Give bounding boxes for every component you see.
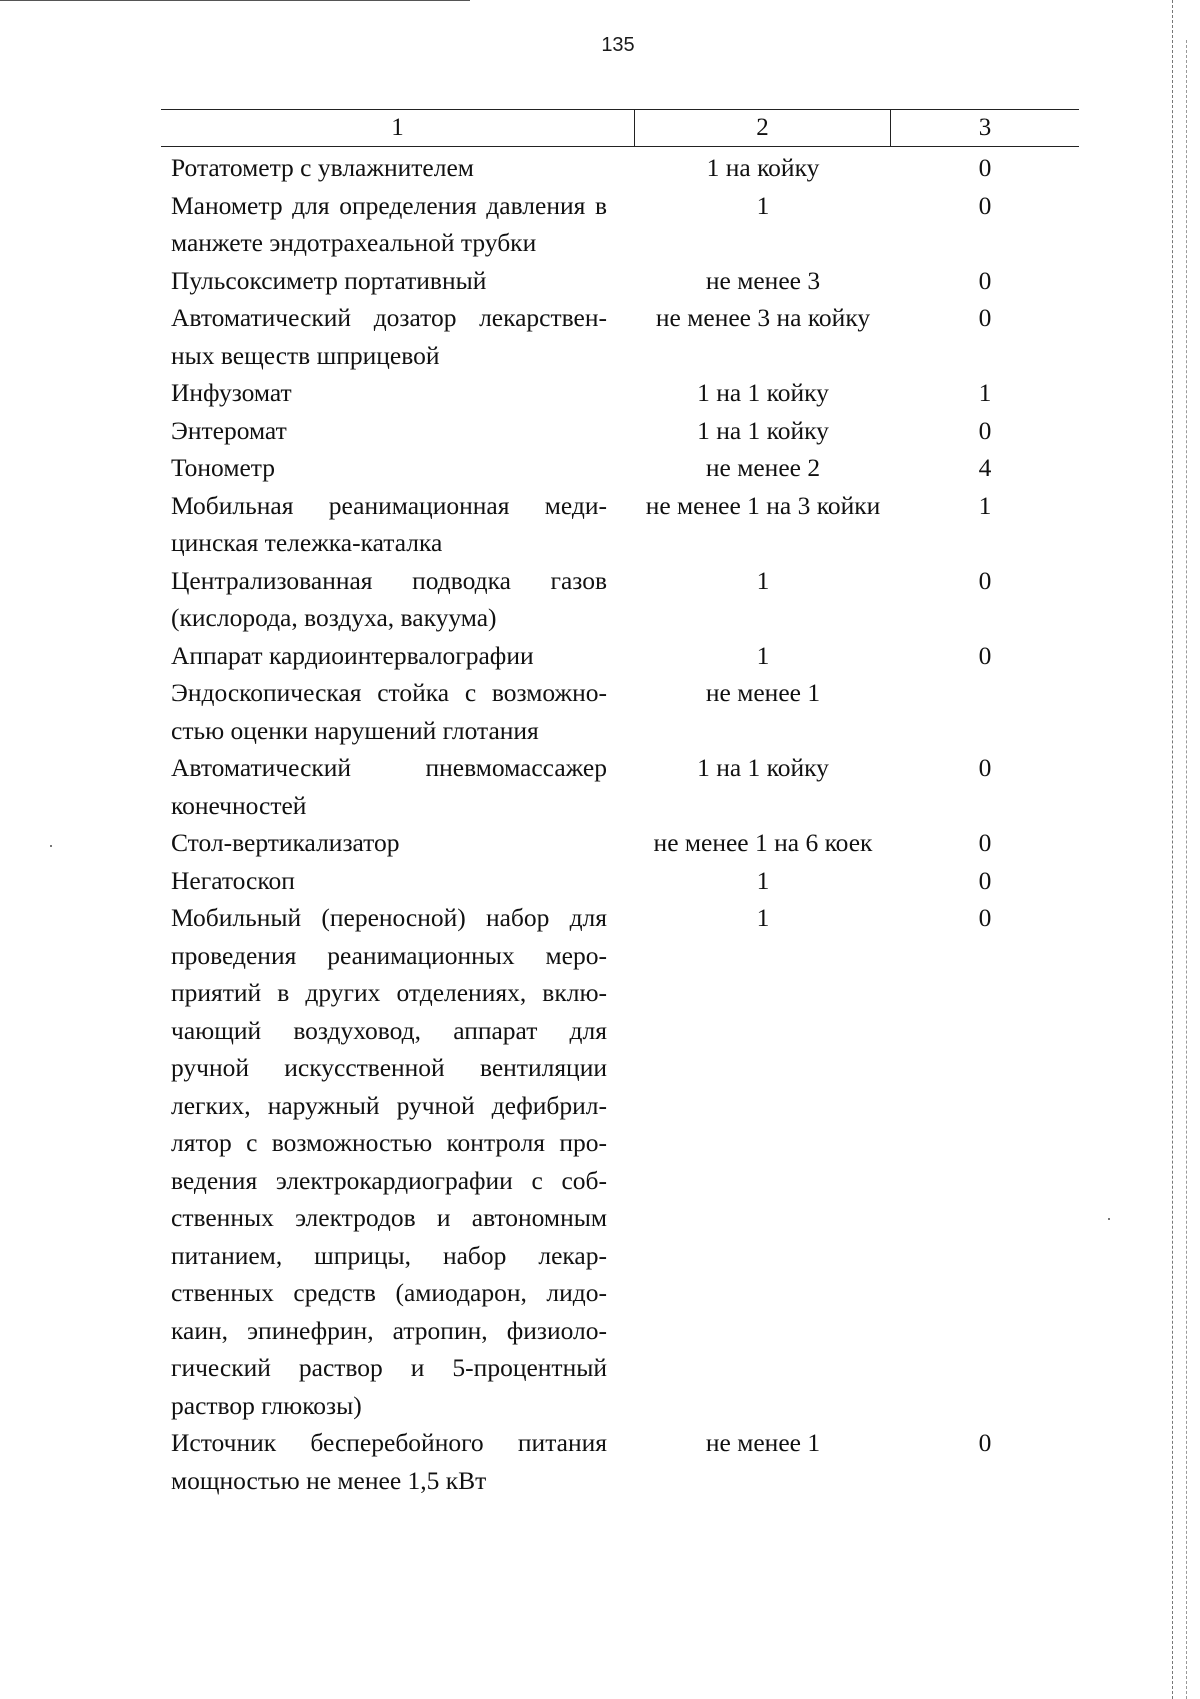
- value-cell: [891, 674, 1079, 749]
- equipment-name-cell: Пульсоксиметр портативный: [171, 265, 487, 295]
- quantity-cell: 1: [756, 903, 770, 932]
- quantity-cell: 1: [756, 640, 770, 670]
- table-row: [161, 862, 1079, 900]
- value-cell: 0: [978, 153, 992, 182]
- equipment-name-cell: Централизованная подводка газов (кислорода, воздуха, вакуума): [171, 565, 607, 632]
- quantity-cell: не менее 3 на койку: [655, 303, 871, 332]
- quantity-cell: 1: [756, 565, 770, 595]
- table-body: [161, 147, 1079, 1499]
- equipment-name-cell: Мобильная реанимационная меди-цинская тележка-каталка: [171, 490, 607, 557]
- quantity-cell: не менее 2: [705, 453, 821, 482]
- quantity-cell: не менее 1: [705, 1428, 821, 1457]
- equipment-name-cell: Энтеромат: [171, 415, 287, 445]
- equipment-table: [161, 109, 1079, 1499]
- scan-edge-dashed-line: [1172, 0, 1173, 1699]
- scan-speck: [1108, 1218, 1110, 1220]
- equipment-name-cell: Эндоскопическая стойка с возможно-стью оценки нарушений глотания: [171, 678, 607, 745]
- quantity-cell: 1: [756, 190, 770, 220]
- value-cell: 0: [978, 303, 992, 332]
- value-cell: 1: [978, 490, 992, 520]
- quantity-cell: не менее 3: [705, 265, 821, 295]
- equipment-name-cell: Негатоскоп: [171, 865, 295, 895]
- value-cell: 0: [978, 753, 992, 782]
- page-number: 135: [601, 34, 635, 56]
- quantity-cell: 1 на 1 койку: [697, 415, 829, 445]
- equipment-name-cell: Автоматический пневмомассажер конечностей: [171, 753, 607, 820]
- value-cell: 0: [978, 865, 992, 895]
- column-header: 2: [635, 110, 891, 146]
- quantity-cell: 1 на 1 койку: [697, 378, 829, 407]
- quantity-cell: не менее 1 на 6 коек: [653, 828, 873, 857]
- table-row: [161, 412, 1079, 450]
- table-row: [161, 674, 1079, 749]
- table-row: [161, 374, 1079, 412]
- value-cell: 0: [978, 415, 992, 445]
- table-row: [161, 637, 1079, 675]
- column-header: 3: [978, 114, 992, 141]
- value-cell: 4: [978, 453, 992, 482]
- table-row: [161, 262, 1079, 300]
- table-row: [161, 899, 1079, 1424]
- table-row: [161, 149, 1079, 187]
- table-row: [161, 299, 1079, 374]
- equipment-name-cell: Источник бесперебойного питания мощностью не менее 1,5 кВт: [171, 1428, 607, 1495]
- value-cell: 1: [978, 378, 992, 407]
- value-cell: 0: [978, 1428, 992, 1457]
- equipment-name-cell: Стол-вертикализатор: [171, 828, 400, 857]
- equipment-name-cell: Манометр для определения давления в манжете эндотрахеальной трубки: [171, 190, 607, 257]
- value-cell: 0: [978, 265, 992, 295]
- equipment-name-cell: Тонометр: [171, 453, 275, 482]
- value-cell: 0: [978, 903, 992, 932]
- equipment-name-cell: Автоматический дозатор лекарствен-ных веществ шприцевой: [171, 303, 607, 370]
- scan-edge-dashed-line: [1186, 40, 1187, 1699]
- table-header-row: [161, 109, 1079, 147]
- equipment-name-cell: Аппарат кардиоинтервалографии: [171, 640, 534, 670]
- column-header: 1: [161, 110, 635, 146]
- value-cell: 0: [978, 828, 992, 857]
- equipment-name-cell: Инфузомат: [171, 378, 292, 407]
- quantity-cell: не менее 1: [705, 678, 821, 707]
- value-cell: 0: [978, 190, 992, 220]
- table-row: [161, 1424, 1079, 1499]
- table-row: [161, 562, 1079, 637]
- scan-edge-line: [0, 0, 470, 1]
- quantity-cell: 1 на 1 койку: [697, 753, 829, 782]
- table-row: [161, 187, 1079, 262]
- table-row: [161, 749, 1079, 824]
- quantity-cell: не менее 1 на 3 койки: [645, 490, 881, 520]
- equipment-name-cell: Мобильный (переносной) набор для проведения реанимационных меро-приятий в других отделениях, вклю-чающий воздуховод, аппарат для ручной искусственной вентиляции легких, наружный ручной дефибрил-лятор с возможностью контроля про-ведения электрокардиографии с соб-ственных электродов и автономным питанием, шприцы, набор лекар-ственных средств (амиодарон, лидо-каин, эпинефрин, атропин, физиоло-гический раствор и 5-процентный раствор глюкозы): [171, 903, 607, 1420]
- table-row: [161, 824, 1079, 862]
- value-cell: 0: [978, 565, 992, 595]
- equipment-name-cell: Ротатометр с увлажнителем: [171, 153, 474, 182]
- quantity-cell: 1 на койку: [706, 153, 820, 182]
- quantity-cell: 1: [756, 865, 770, 895]
- value-cell: 0: [978, 640, 992, 670]
- table-row: [161, 487, 1079, 562]
- scan-speck: [50, 845, 52, 847]
- table-row: [161, 449, 1079, 487]
